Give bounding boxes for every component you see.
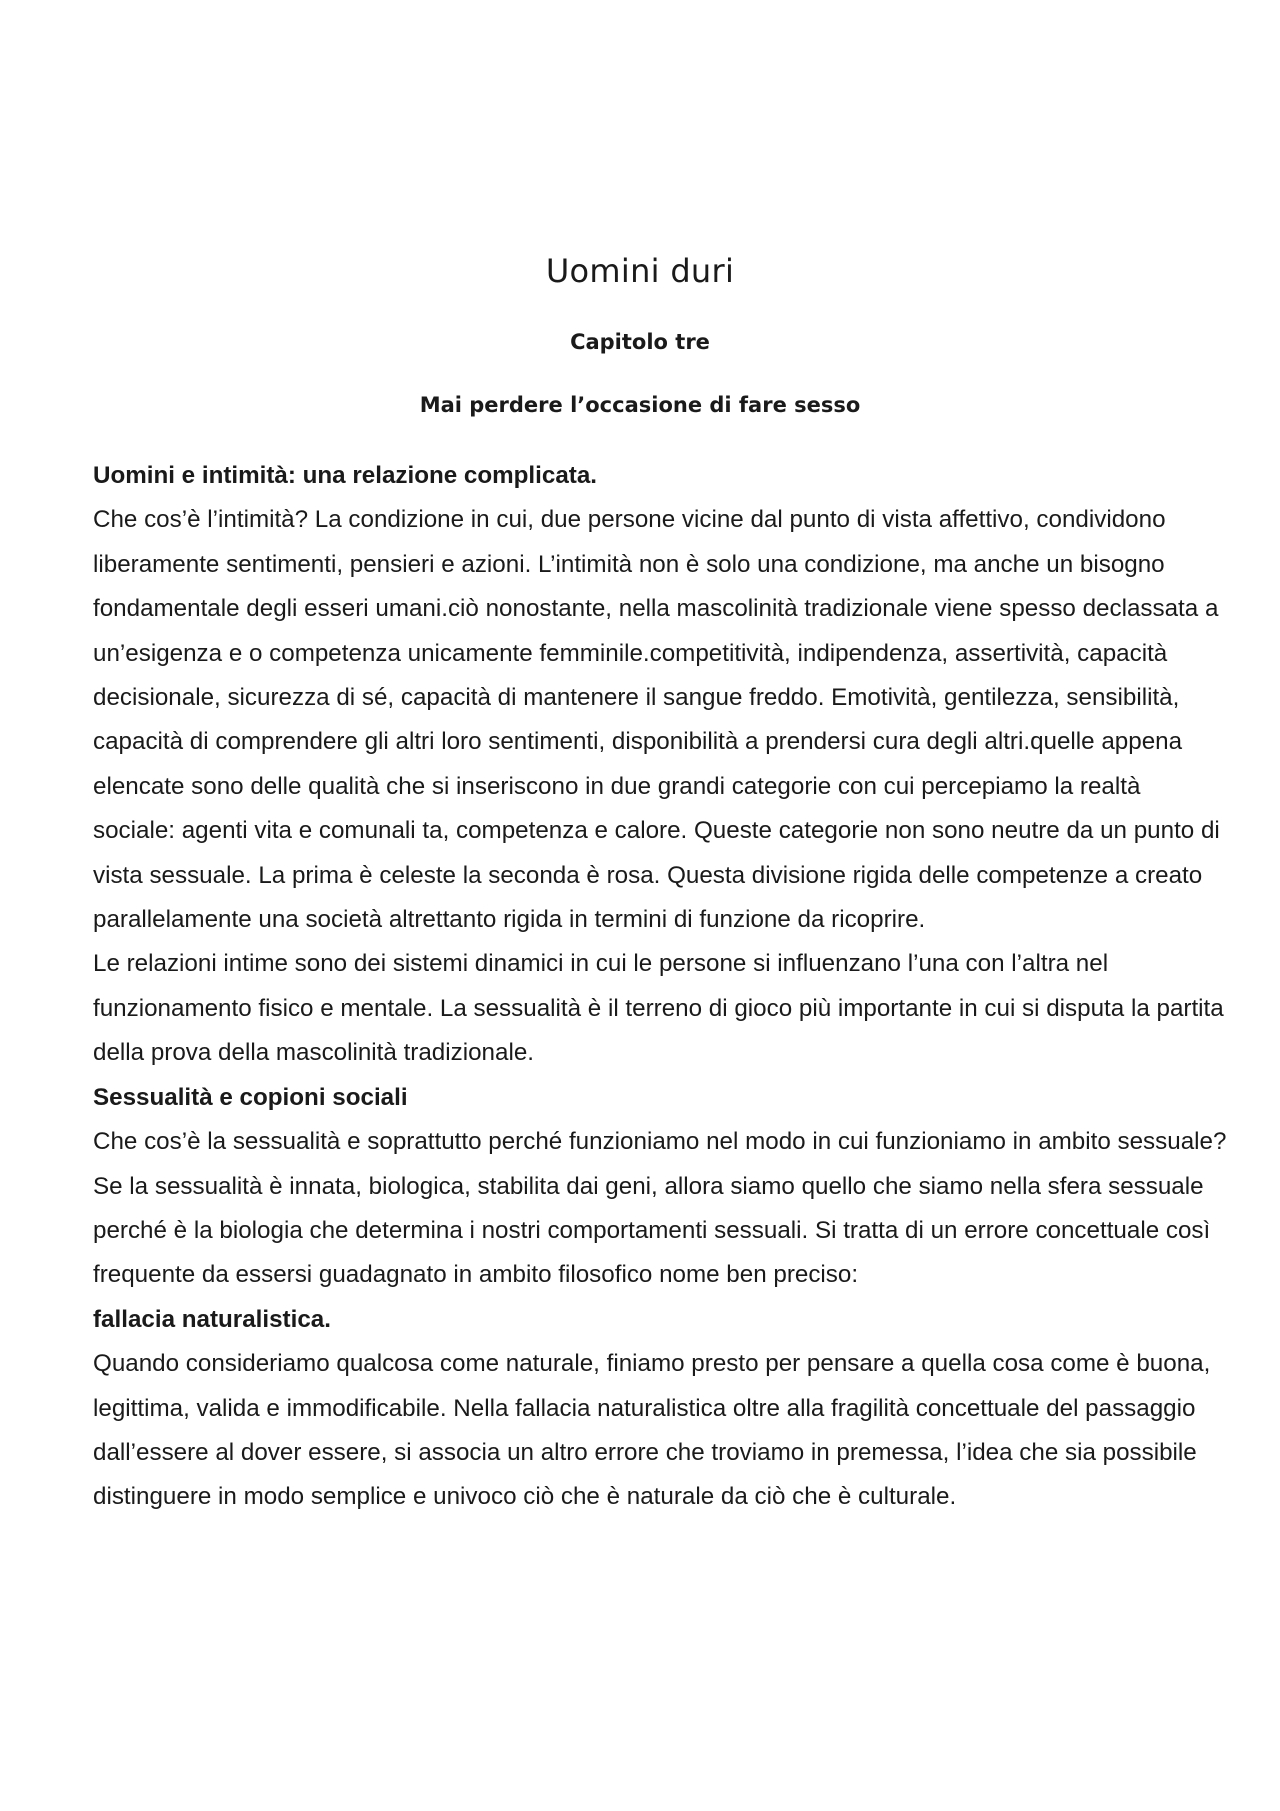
paragraph: Quando consideriamo qualcosa come naturale, finiamo presto per pensare a quella cosa come è buona, legittima, valida e immodificabile. Nella fallacia naturalistica oltre alla fragilità concettuale del passaggio dall’essere al dover essere, si associa un altro errore che troviamo in premessa, l’idea che sia possibile distinguere in modo semplice e univoco ciò che è naturale da ciò che è culturale. bbox=[93, 1350, 1211, 1511]
chapter-label: Capitolo tre bbox=[570, 330, 710, 354]
paragraph: Le relazioni intime sono dei sistemi dinamici in cui le persone si influenzano l’una con l’altra nel funzionamento fisico e mentale. La sessualità è il terreno di gioco più importante in cui si disputa la partita della prova della mascolinità tradizionale. bbox=[93, 950, 1224, 1067]
document-body bbox=[93, 454, 1228, 1520]
chapter-subtitle: Mai perdere l’occasione di fare sesso bbox=[419, 393, 861, 417]
document-title: Uomini duri bbox=[545, 252, 735, 290]
paragraph: Che cos’è la sessualità e soprattutto perché funzioniamo nel modo in cui funzioniamo in ambito sessuale? Se la sessualità è innata, biologica, stabilita dai geni, allora siamo quello che siamo nella sfera sessuale perché è la biologia che determina i nostri comportamenti sessuali. Si tratta di un errore concettuale così frequente da essersi guadagnato in ambito filosofico nome ben preciso: bbox=[93, 1128, 1227, 1289]
highlighted-term: fallacia naturalistica. bbox=[93, 1305, 331, 1333]
section-heading: Uomini e intimità: una relazione complicata. bbox=[93, 462, 598, 489]
section-heading: Sessualità e copioni sociali bbox=[93, 1083, 408, 1111]
paragraph: Che cos’è l’intimità? La condizione in cui, due persone vicine dal punto di vista affettivo, condividono liberamente sentimenti, pensieri e azioni. L’intimità non è solo una condizione, ma anche un bisogno fondamentale degli esseri umani.ciò nonostante, nella mascolinità tradizionale viene spesso declassata a un’esigenza e o competenza unicamente femminile.competitività, indipendenza, assertività, capacità decisionale, sicurezza di sé, capacità di mantenere il sangue freddo. Emotività, gentilezza, sensibilità, capacità di comprendere gli altri loro sentimenti, disponibilità a prendersi cura degli altri.quelle appena elencate sono delle qualità che si inseriscono in due grandi categorie con cui percepiamo la realtà sociale: agenti vita e comunali ta, competenza e calore. Queste categorie non sono neutre da un punto di vista sessuale. La prima è celeste la seconda è rosa. Questa divisione rigida delle competenze a creato parallelamente una società altrettanto rigida in termini di funzione da ricoprire. bbox=[93, 506, 1220, 934]
